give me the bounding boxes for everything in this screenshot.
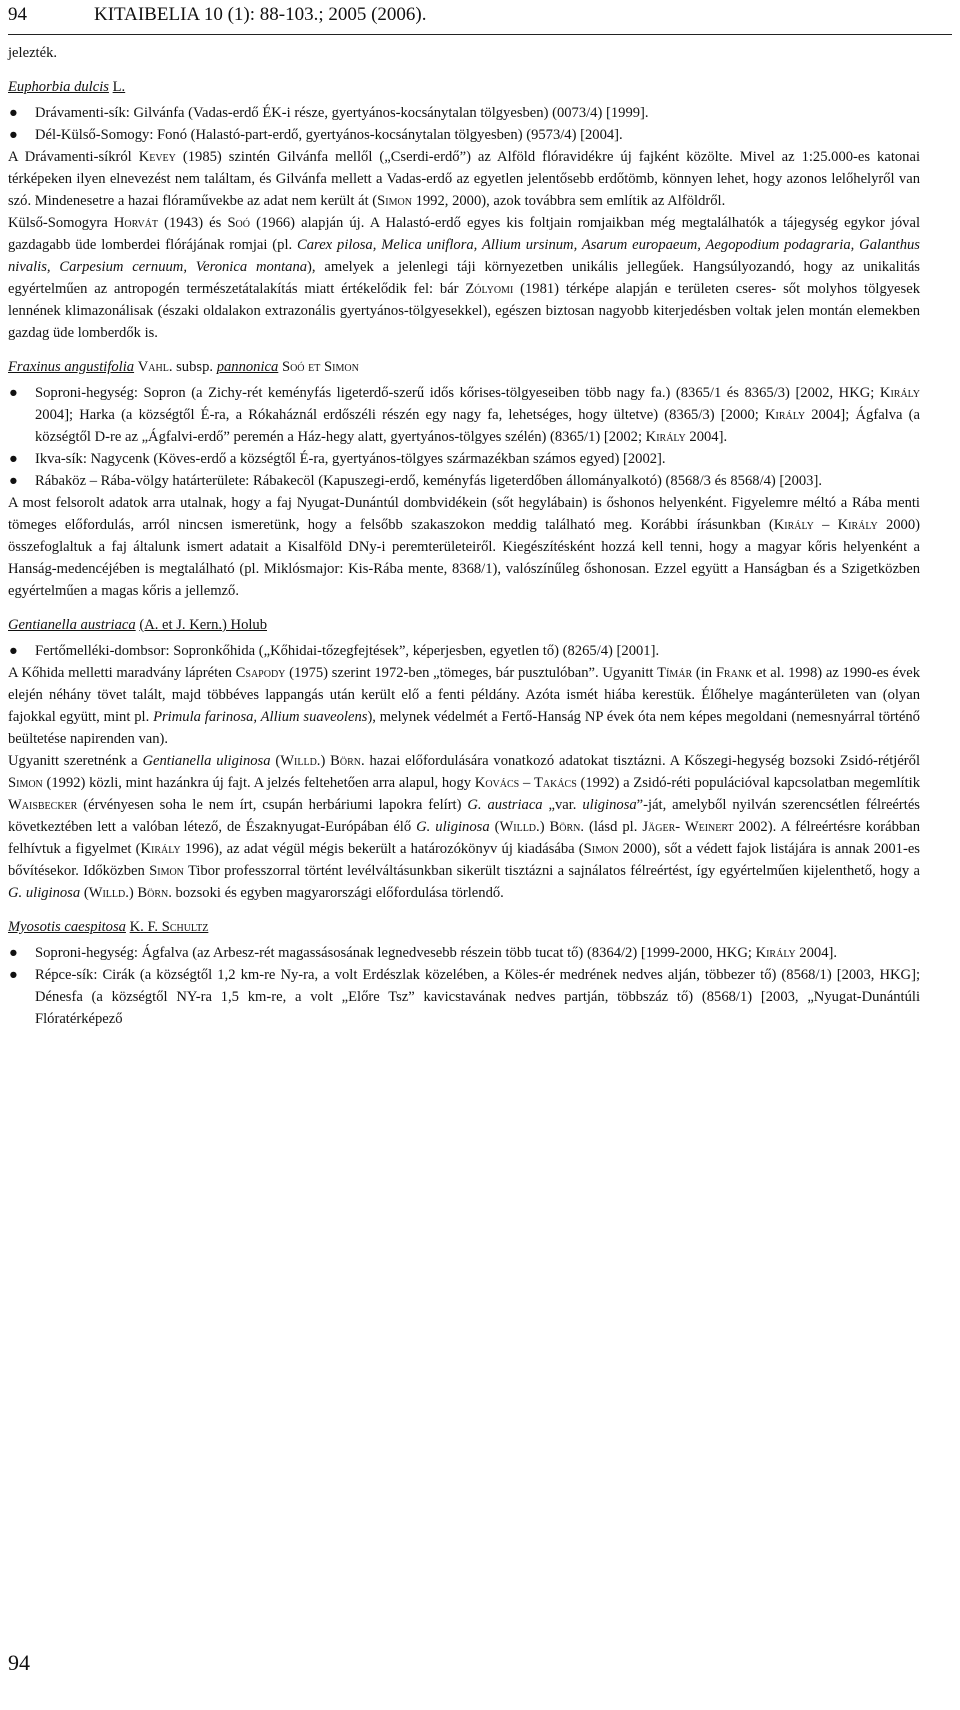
paragraph: A most felsorolt adatok arra utalnak, hogy a faj Nyugat-Dunántúl dombvidékein (sőt hegylábain) is őshonos helyenként. Figyelemre méltó a Rába menti tömeges előfordulás, arról nincsen ismeretünk, hogy a felsőbb szakaszokon meddig található meg. Korábbi írásunkban (Király – Király 2000) összefoglaltuk a faj általunk ismert adatait a Kisalföld DNy-i peremterületeiről. Kiegészítésként hozzá kell tenni, hogy a magyar kőris helyenként a Hanság-medencéjében is megtalálható (pl. Miklósmajor: Kis-Rába mente, 8368/1), valószínűleg őshonosan. Ezzel együtt a Hanságban és a Szigetközben egyértelműen a magas kőris a jellemző.: [8, 495, 921, 599]
article-body: [8, 42, 920, 1030]
bullet-icon: ●: [9, 385, 18, 401]
header-rule: [8, 34, 952, 35]
bullet-icon: ●: [9, 643, 18, 659]
list-item: ● Répce-sík: Cirák (a községtől 1,2 km-re Ny-ra, a volt Erdészlak közelében, a Köles-ér medrének nedves alján, többezer tő) (8568/1) [2003, HKG]; Dénesfa (a községtől NY-ra 1,5 km-re, a volt „Előre Tsz” kavicstavának nedves partján, többszáz tő) (8568/1) [2003, „Nyugat-Dunántúli Flóratérképező: [8, 964, 920, 1030]
continuation-line: jelezték.: [8, 45, 58, 61]
locality-list-euphorbia: [8, 102, 920, 146]
paragraph: A Drávamenti-síkról Kevey (1985) szintén Gilvánfa mellől („Cserdi-erdő”) az Alföld flóravidékre új fajként közölte. Mivel az 1:25.000-es katonai térképeken ilyen elnevezést nem találtam, és Gilvánfa mellett a Vadas-erdő az egyetlen jelentősebb erdőtömb, könnyen lehet, hogy azonos lelőhelyről van szó. Mindenesetre a hazai flóraművekbe az adat nem került át (Simon 1992, 2000), azok továbbra sem említik az Alföldről.: [8, 149, 920, 209]
locality-list-fraxinus: [8, 382, 920, 492]
taxon-heading-gentianella: Gentianella austriaca (A. et J. Kern.) Holub: [8, 617, 268, 633]
paragraph: Külső-Somogyra Horvát (1943) és Soó (1966) alapján új. A Halastó-erdő egyes kis foltjain romjaikban még megtalálhatók a tájegység egykor jóval gazdagabb üde lomberdei flórájának romjai (pl. Carex pilosa, Melica uniflora, Allium ursinum, Asarum europaeum, Aegopodium podagraria, Galanthus nivalis, Carpesium cernuum, Veronica montana), amelyek a jelenlegi táji környezetben unikális jellegűek. Hangsúlyozandó, hogy az unikalitás egyértelműen az antropogén természetátalakítás miatt értékelődik fel: bár Zólyomi (1981) térképe alapján e területen cseres- sőt molyhos tölgyesek lennének klimazonálisak (északi oldalakon extrazonális gyertyános-tölgyesekkel), egészen biztosan nagyobb kiterjedésben voltak jelen montán elemekben gazdag üde lomberdők is.: [8, 215, 920, 341]
list-item: ● Drávamenti-sík: Gilvánfa (Vadas-erdő ÉK-i része, gyertyános-kocsánytalan tölgyesben) (0073/4) [1999].: [8, 102, 920, 124]
list-item: ● Soproni-hegység: Sopron (a Zichy-rét keményfás ligeterdő-szerű idős kőrises-tölgyeseiben több nagy fa.) (8365/1 és 8365/3) [2002, HKG; Király 2004]; Harka (a községtől É-ra, a Rókaháznál erdőszéli részén egy nagy fa, lehetséges, hogy ültetve) (8365/3) [2000; Király 2004]; Ágfalva (a községtől D-re az „Ágfalvi-erdő” peremén a Ház-hegy alatt, gyertyános-tölgyes szélén) (8365/1) [2002; Király 2004].: [8, 382, 920, 448]
list-item: ● Dél-Külső-Somogy: Fonó (Halastó-part-erdő, gyertyános-kocsánytalan tölgyesben) (9573/4) [2004].: [8, 124, 920, 146]
list-item: ● Soproni-hegység: Ágfalva (az Arbesz-rét magassásosának legnedvesebb részein több tucat tő) (8364/2) [1999-2000, HKG; Király 2004].: [8, 942, 920, 964]
journal-citation: KITAIBELIA 10 (1): 88-103.; 2005 (2006).: [94, 4, 427, 25]
bullet-icon: ●: [9, 945, 18, 961]
bullet-icon: ●: [9, 127, 18, 143]
paragraph: Ugyanitt szeretnénk a Gentianella uliginosa (Willd.) Börn. hazai előfordulására vonatkozó adatokat tisztázni. A Kőszegi-hegység bozsoki Zsidó-rétjéről Simon (1992) közli, mint hazánkra új fajt. A jelzés feltehetően arra alapul, hogy Kovács – Takács (1992) a Zsidó-réti populációval kapcsolatban megemlítik Waisbecker (érvényesen soha le nem írt, csupán herbáriumi lapokra felírt) G. austriaca „var. uliginosa”-ját, amelyből nyilván szerencsétlen félreértés következtében lett a valóban létező, de Északnyugat-Európában élő G. uliginosa (Willd.) Börn. (lásd pl. Jäger- Weinert 2002). A félreértésre korábban felhívtuk a figyelmet (Király 1996), az adat végül mégis bekerült a határozókönyv új kiadásába (Simon 2000), sőt a védett fajok listájára is annak 2001-es bővítésekor. Időközben Simon Tibor professzorral történt levélváltásunkban sikerült tisztázni a sajnálatos félreértést, így egyértelműen kijelenthető, hogy a G. uliginosa (Willd.) Börn. bozsoki és egyben magyarországi előfordulása törlendő.: [8, 753, 921, 901]
list-item: ● Ikva-sík: Nagycenk (Köves-erdő a községtől É-ra, gyertyános-tölgyes származékban számos egyed) [2002].: [8, 448, 920, 470]
list-item: ● Rábaköz – Rába-völgy határterülete: Rábakecöl (Kapuszegi-erdő, keményfás ligeterdőben állományalkotó) (8568/3 és 8568/4) [2003].: [8, 470, 920, 492]
running-header: [8, 4, 952, 36]
footer-page-number: 94: [8, 1650, 30, 1675]
taxon-heading-fraxinus: Fraxinus angustifolia Vahl. subsp. pannonica Soó et Simon: [8, 359, 359, 375]
paragraph: A Kőhida melletti maradvány lápréten Csapody (1975) szerint 1972-ben „tömeges, bár pusztulóban”. Ugyanitt Tímár (in Frank et al. 1998) az 1990-es évek elején néhány tövet talált, majd többéves lappangás után került elő a fenti példány. Azóta ismét hiába kerestük. Élőhelye magánterületen van (olyan fajokkal együtt, mint pl. Primula farinosa, Allium suaveolens), melynek védelmét a Fertő-Hanság NP évek óta nem képes megoldani (nemesnyárral történő beültetése napirenden van).: [8, 665, 920, 747]
taxon-heading-myosotis: Myosotis caespitosa K. F. Schultz: [8, 919, 209, 935]
bullet-icon: ●: [9, 473, 18, 489]
locality-list-myosotis: [8, 942, 920, 1030]
header-page-number: 94: [8, 4, 27, 25]
bullet-icon: ●: [9, 105, 18, 121]
locality-list-gentianella: [8, 640, 920, 662]
bullet-icon: ●: [9, 967, 18, 983]
bullet-icon: ●: [9, 451, 18, 467]
list-item: ● Fertőmelléki-dombsor: Sopronkőhida („Kőhidai-tőzegfejtések”, képerjesben, egyetlen tő) (8265/4) [2001].: [8, 640, 920, 662]
taxon-heading-euphorbia: Euphorbia dulcis L.: [8, 79, 126, 95]
